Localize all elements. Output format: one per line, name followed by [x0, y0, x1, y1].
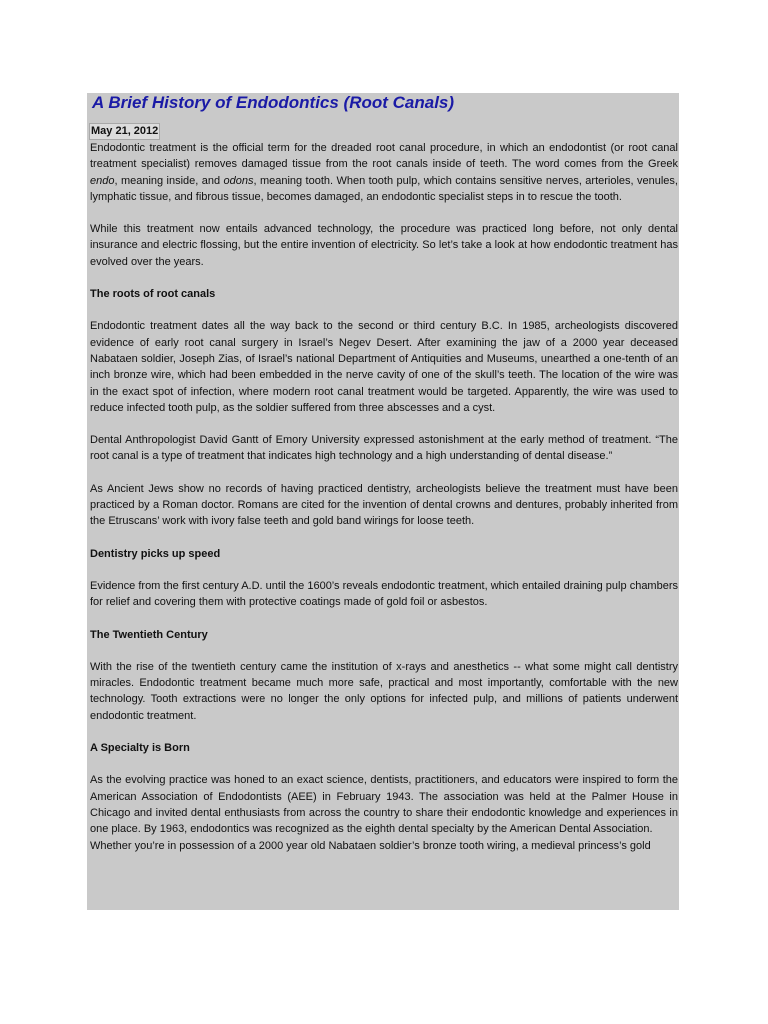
section-heading-twentieth: The Twentieth Century	[90, 628, 208, 641]
article-body	[90, 140, 678, 854]
roots-paragraph-3: As Ancient Jews show no records of having practiced dentistry, archeologists believe the treatment must have been practiced by a Roman doctor. Romans are cited for the invention of dental crowns and dentures, probably inherited from the Etruscans’ work with ivory false teeth and gold band wirings for loose teeth.	[90, 482, 678, 528]
section-heading-speed: Dentistry picks up speed	[90, 547, 221, 560]
article-date: May 21, 2012	[89, 123, 160, 140]
paragraph-2: While this treatment now entails advanced technology, the procedure was practiced long before, not only dental insurance and electric flossing, but the entire invention of electricity. So let’s take a look at how endodontic treatment has evolved over the years.	[90, 223, 678, 268]
specialty-paragraph-1: As the evolving practice was honed to an exact science, dentists, practitioners, and educators were inspired to form the American Association of Endodontists (AEE) in February 1943. The association was held at the Palmer House in Chicago and invited dental enthusiasts from across the country to share their endodontic knowledge and experiences in one place. By 1963, endodontics was recognized as the eighth dental specialty by the American Dental Association.	[90, 774, 678, 836]
roots-paragraph-2: Dental Anthropologist David Gantt of Emory University expressed astonishment at the early method of treatment. “The root canal is a type of treatment that indicates high technology and a high understanding of dental disease.”	[90, 434, 678, 463]
intro-term-endo: endo	[90, 174, 115, 187]
intro-text-3: , meaning tooth. When tooth pulp, which contains sensitive nerves, arterioles, venules, lymphatic tissue, and fibrous tissue, becomes damaged, an endodontic specialist steps in to rescue the tooth.	[90, 174, 678, 203]
speed-paragraph-1: Evidence from the first century A.D. until the 1600’s reveals endodontic treatment, which entailed draining pulp chambers for relief and covering them with protective coatings made of gold foil or asbestos.	[90, 579, 678, 609]
intro-term-odons: odons	[223, 174, 254, 187]
intro-text-2: , meaning inside, and	[114, 174, 224, 187]
intro-paragraph	[90, 140, 678, 205]
twentieth-paragraph-1: With the rise of the twentieth century came the institution of x-rays and anesthetics -- what some might call dentistry miracles. Endodontic treatment became much more safe, practical and most importantly, comfortable with the new technology. Tooth extractions were no longer the only options for infected pulp, and millions of patients underwent endodontic treatment.	[90, 660, 678, 722]
article-title: A Brief History of Endodontics (Root Canals)	[92, 93, 455, 112]
section-heading-specialty: A Specialty is Born	[90, 742, 190, 755]
specialty-paragraph-2: Whether you’re in possession of a 2000 year old Nabataen soldier’s bronze tooth wiring, a medieval princess’s gold	[90, 839, 651, 852]
roots-paragraph-1: Endodontic treatment dates all the way back to the second or third century B.C. In 1985, archeologists discovered evidence of early root canal surgery in Israel’s Negev Desert. After examining the jaw of a 2000 year deceased Nabataen soldier, Joseph Zias, of Israel’s national Department of Antiquities and Museums, unearthed a one-tenth of an inch bronze wire, which had been embedded in the nerve cavity of one of the skull’s teeth. The location of the wire was in the exact spot of infection, where modern root canal treatment would be targeted. Apparently, the wire was used to reduce infected tooth pulp, as the soldier suffered from three abscesses and a cyst.	[90, 320, 678, 414]
section-heading-roots: The roots of root canals	[90, 288, 216, 301]
intro-text-1: Endodontic treatment is the official term for the dreaded root canal procedure, in which an endodontist (or root canal treatment specialist) removes damaged tissue from the root canals inside of teeth. The word comes from the Greek	[90, 142, 678, 171]
